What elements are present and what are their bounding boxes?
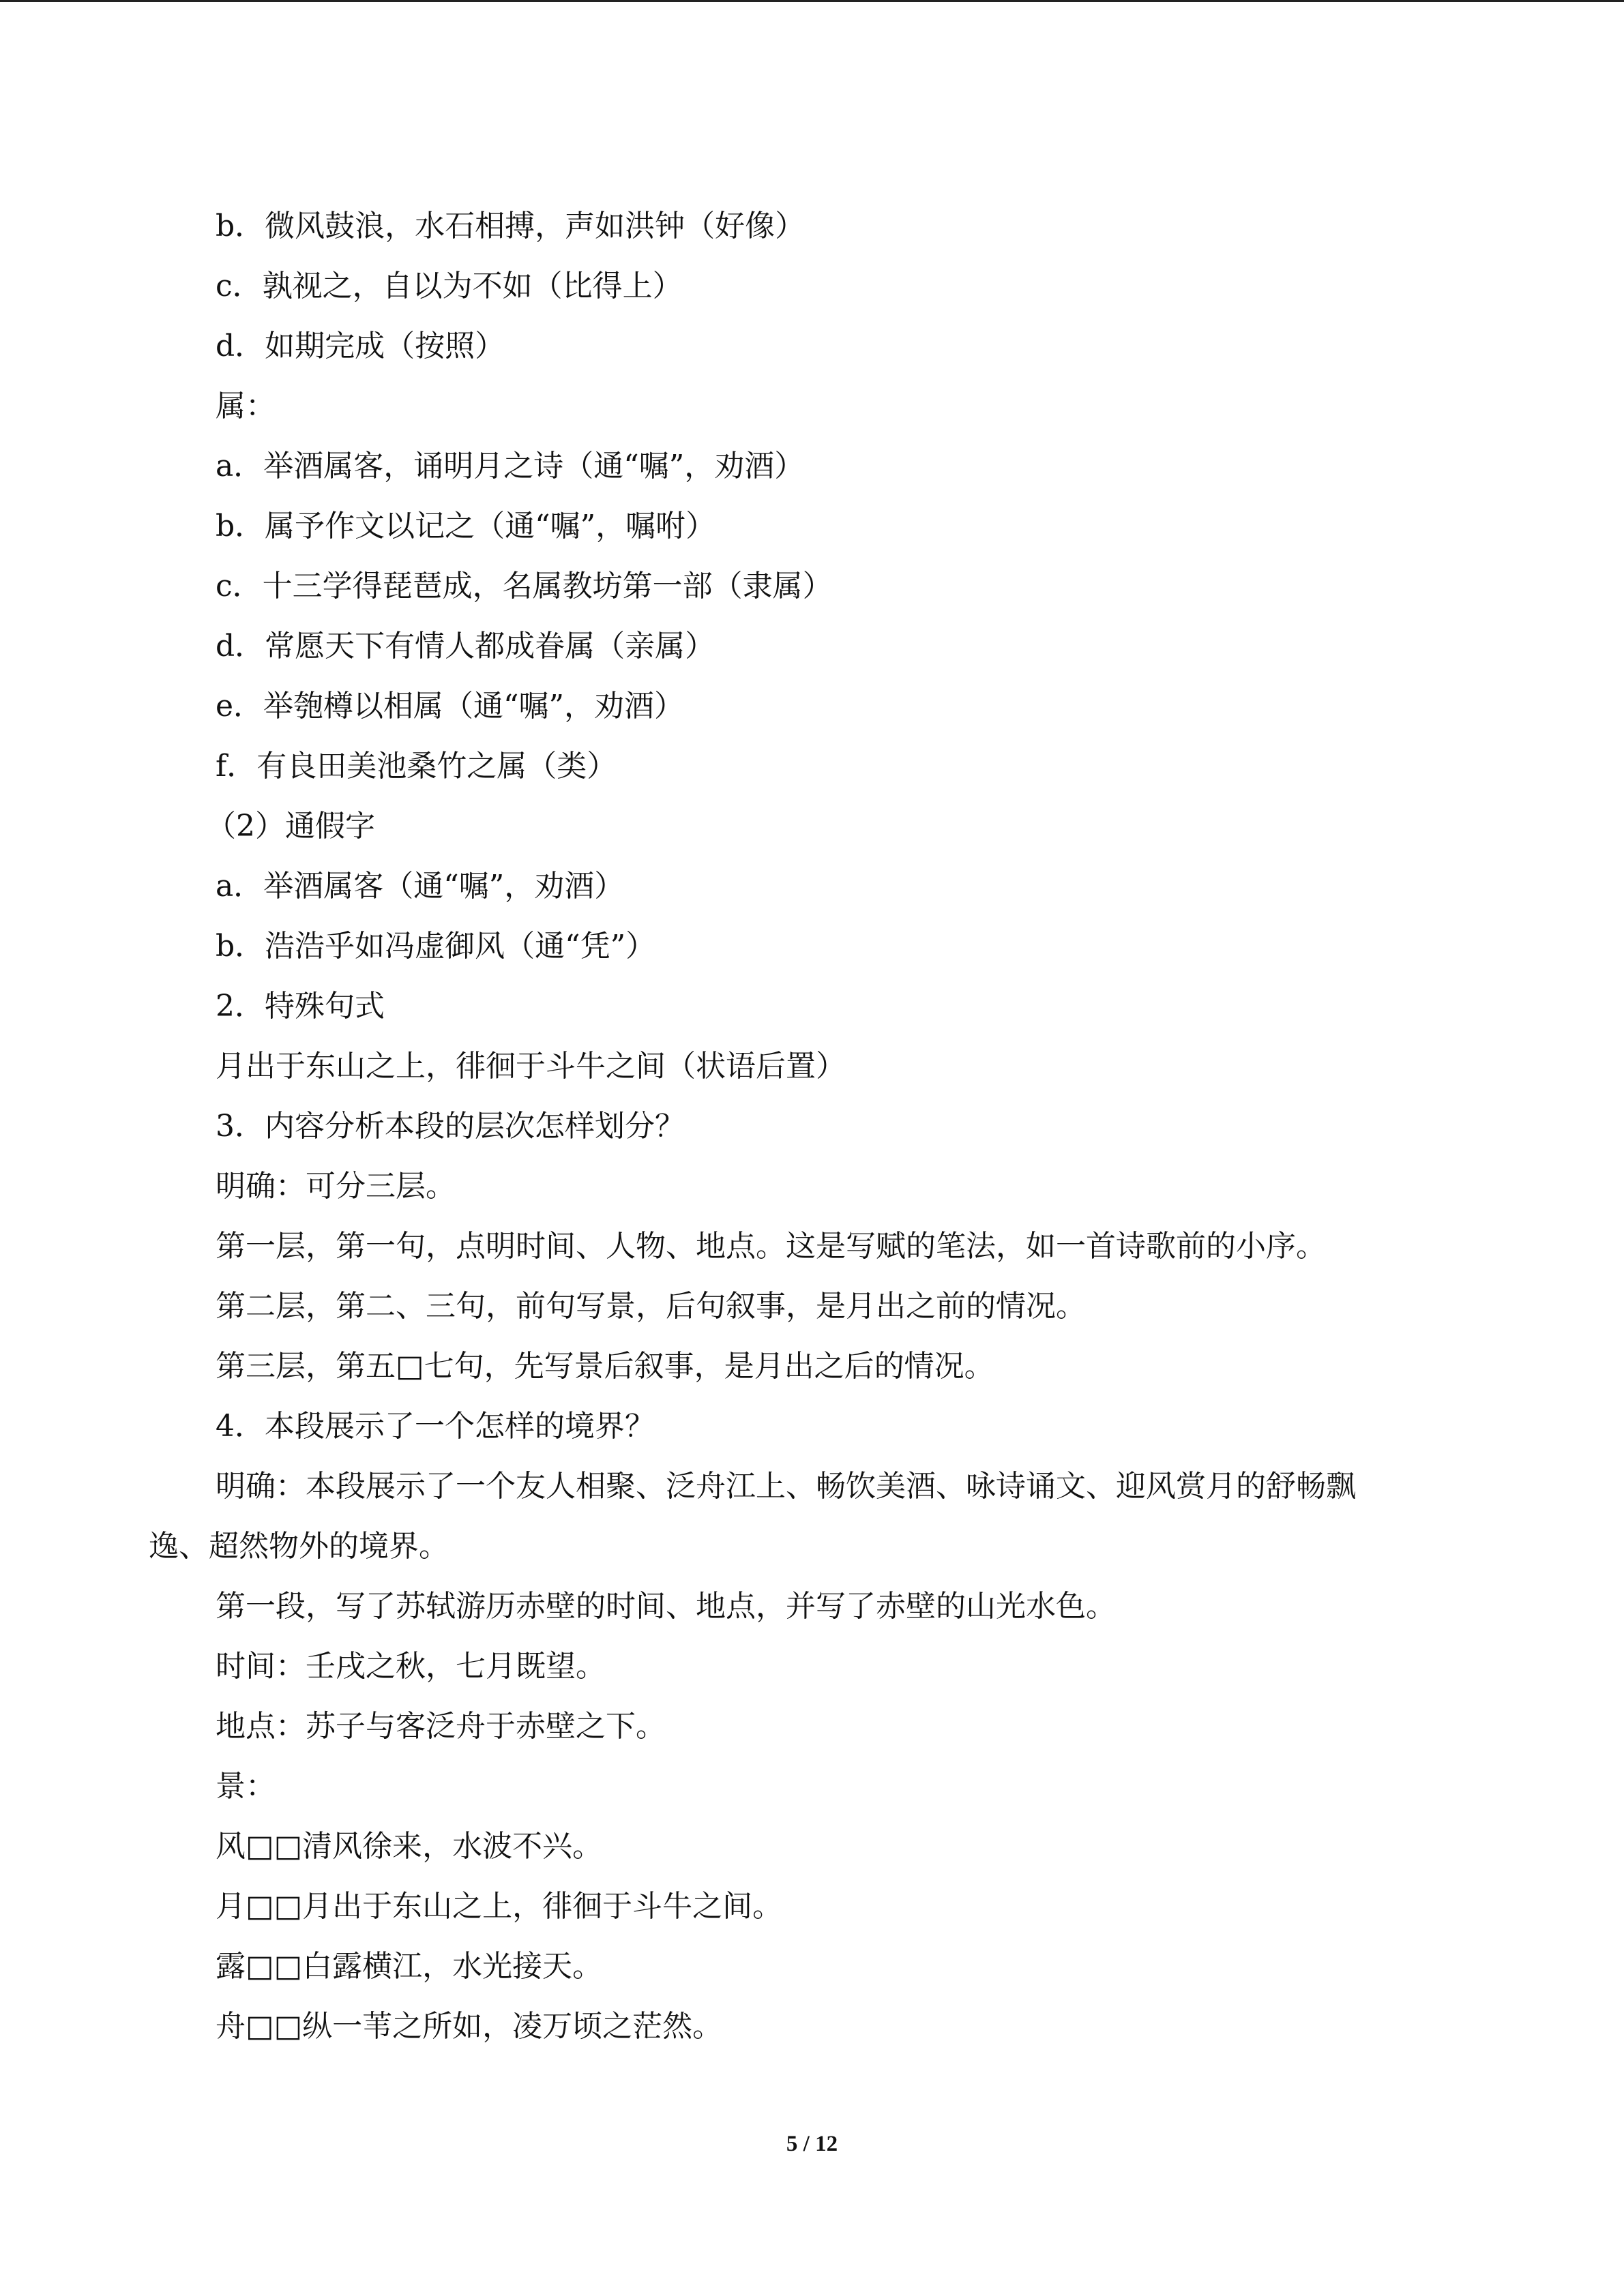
- text-line: 舟□□纵一苇之所如，凌万顷之茫然。: [216, 2009, 723, 2044]
- text-line: b．属予作文以记之（通“嘱”，嘱咐）: [216, 509, 716, 543]
- page-number: 5 / 12: [786, 2132, 838, 2156]
- text-line: 第一层，第一句，点明时间、人物、地点。这是写赋的笔法，如一首诗歌前的小序。: [216, 1229, 1326, 1264]
- text-line: c．孰视之，自以为不如（比得上）: [216, 269, 683, 303]
- text-line: 风□□清风徐来，水波不兴。: [216, 1829, 603, 1864]
- text-line: 属：: [216, 389, 276, 423]
- text-line: e．举匏樽以相属（通“嘱”，劝酒）: [216, 689, 685, 724]
- text-line-continuation: 逸、超然物外的境界。: [149, 1529, 449, 1564]
- text-line: 第二层，第二、三句，前句写景，后句叙事，是月出之前的情况。: [216, 1289, 1086, 1324]
- text-line: d．如期完成（按照）: [216, 329, 505, 363]
- section-heading: （2）通假字: [206, 809, 375, 844]
- text-line: a．举酒属客，诵明月之诗（通“嘱”，劝酒）: [216, 449, 805, 483]
- text-line: 露□□白露横江，水光接天。: [216, 1949, 603, 1984]
- text-line: 时间：壬戌之秋，七月既望。: [216, 1649, 606, 1684]
- page-top-border: [0, 0, 1624, 2]
- text-line: d．常愿天下有情人都成眷属（亲属）: [216, 629, 715, 664]
- text-line: 明确：可分三层。: [216, 1169, 456, 1204]
- text-line: b．微风鼓浪，水石相搏，声如洪钟（好像）: [216, 209, 806, 243]
- text-line: 第一段，写了苏轼游历赤壁的时间、地点，并写了赤壁的山光水色。: [216, 1589, 1116, 1624]
- text-line: 第三层，第五□七句，先写景后叙事，是月出之后的情况。: [216, 1349, 994, 1384]
- section-heading: 4．本段展示了一个怎样的境界？: [216, 1409, 655, 1444]
- text-line: b．浩浩乎如冯虚御风（通“凭”）: [216, 929, 656, 964]
- text-line: 明确：本段展示了一个友人相聚、泛舟江上、畅饮美酒、咏诗诵文、迎风赏月的舒畅飘: [216, 1469, 1356, 1504]
- text-line: f．有良田美池桑竹之属（类）: [216, 749, 617, 784]
- text-line: 月出于东山之上，徘徊于斗牛之间（状语后置）: [216, 1049, 846, 1084]
- text-line: 月□□月出于东山之上，徘徊于斗牛之间。: [216, 1889, 783, 1924]
- text-line: c．十三学得琵琶成，名属教坊第一部（隶属）: [216, 569, 833, 603]
- text-line: a．举酒属客（通“嘱”，劝酒）: [216, 869, 625, 904]
- text-line: 地点：苏子与客泛舟于赤壁之下。: [216, 1709, 666, 1744]
- text-line: 景：: [216, 1769, 276, 1804]
- section-heading: 2．特殊句式: [216, 989, 385, 1024]
- section-heading: 3．内容分析本段的层次怎样划分？: [216, 1109, 685, 1144]
